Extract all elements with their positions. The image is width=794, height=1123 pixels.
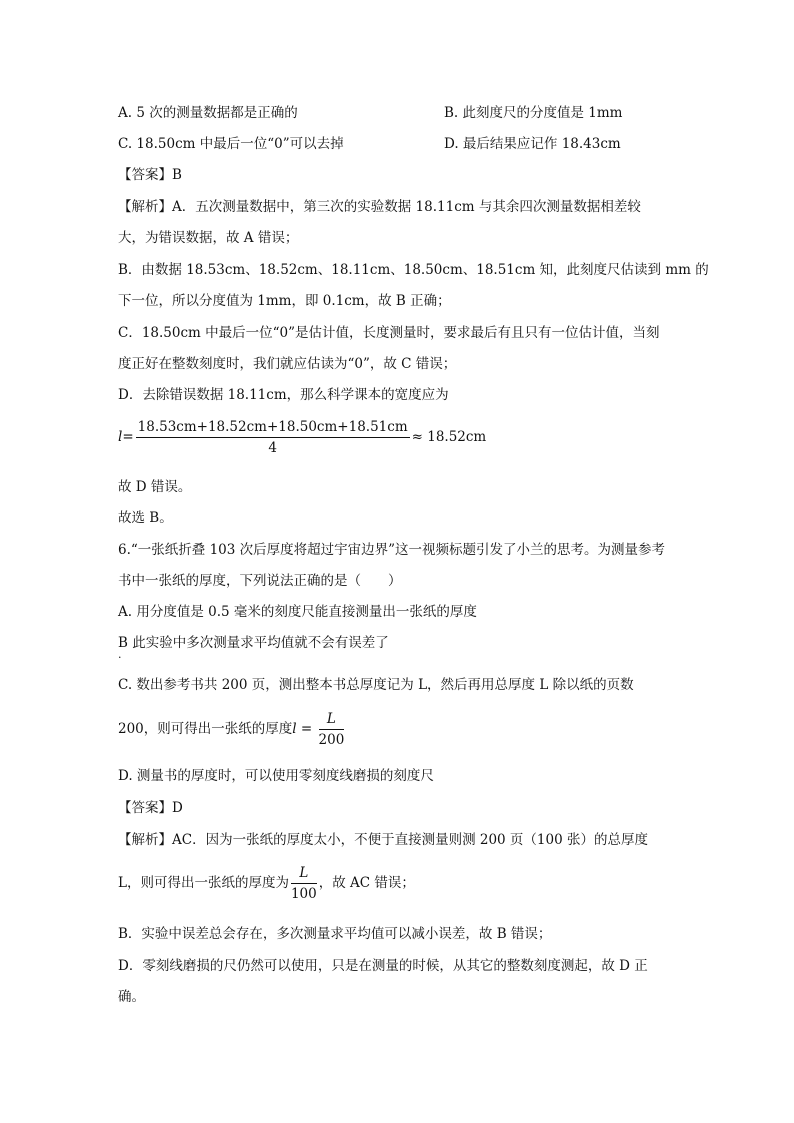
eq-equals: = [122,429,134,445]
q5-option-b: B. 此刻度尺的分度值是 1mm [444,105,623,121]
q5-analysis-c-line1: C．18.50cm 中最后一位“0”是估计值，长度测量时，要求最后有且只有一位估计值，当刻 [118,325,660,341]
q6-analysis-ac-line1: 【解析】AC．因为一张纸的厚度太小，不便于直接测量则测 200 页（100 张）的总厚度 [118,832,648,848]
q6-analysis-b: B．实验中误差总会存在，多次测量求平均值可以减小误差，故 B 错误； [118,926,552,942]
eq-denominator: 4 [268,440,277,456]
q6-option-a: A. 用分度值是 0.5 毫米的刻度尺能直接测量出一张纸的厚度 [118,604,477,620]
q5-analysis-c-line2: 度正好在整数刻度时，我们就应估读为“0”，故 C 错误； [118,356,457,372]
eq-numerator: 18.53cm+18.52cm+18.50cm+18.51cm [136,418,410,438]
q6-option-c-numerator: L [319,710,345,730]
q6-stem-line1: 6.“一张纸折叠 103 次后厚度将超过宇宙边界”这一视频标题引发了小兰的思考。为测量参考 [118,542,666,558]
q5-conclusion: 故选 B。 [118,510,173,526]
q6-analysis-ac-line2 [118,864,415,903]
q6-stem-line2: 书中一张纸的厚度，下列说法正确的是（ ） [118,573,402,589]
q6-option-b-dot: . [118,648,122,661]
eq-fraction [136,418,410,457]
q5-option-a: A. 5 次的测量数据都是正确的 [118,105,298,121]
q5-analysis-b-line1: B．由数据 18.53cm、18.52cm、18.11cm、18.50cm、18.51cm 知，此刻度尺估读到 mm 的 [118,262,709,278]
q6-analysis-ac-line2-text: L，则可得出一张纸的厚度为 [118,875,289,891]
q5-width-equation [118,418,486,457]
q6-option-c-var: l [292,721,297,737]
q6-option-c-line1: C. 数出参考书共 200 页，测出整本书总厚度记为 L，然后再用总厚度 L 除以纸的页数 [118,677,634,693]
q5-analysis-b-line2: 下一位，所以分度值为 1mm，即 0.1cm，故 B 正确； [118,293,451,309]
eq-rhs: ≈ 18.52cm [411,429,487,445]
q6-option-c-denominator: 200 [318,732,345,748]
q6-analysis-numerator: L [291,864,317,884]
q5-analysis-a-line2: 大，为错误数据，故 A 错误； [118,230,299,246]
q5-option-c: C. 18.50cm 中最后一位“0”可以去掉 [118,136,344,152]
q5-analysis-d-line3: 故 D 错误。 [118,479,192,495]
q6-analysis-ac-line2-tail: ，故 AC 错误； [318,875,415,891]
q6-option-c-equals: = [296,721,317,737]
q6-analysis-d-line2: 确。 [118,989,145,1005]
q6-analysis-denominator: 100 [290,886,317,902]
q6-option-d: D. 测量书的厚度时，可以使用零刻度线磨损的刻度尺 [118,768,434,784]
q6-answer: 【答案】D [118,800,183,816]
q6-option-c-line2-text: 200，则可得出一张纸的厚度 [118,721,293,737]
q6-option-c-fraction [319,710,345,749]
q6-analysis-fraction [291,864,317,903]
q5-analysis-a-line1: 【解析】A．五次测量数据中，第三次的实验数据 18.11cm 与其余四次测量数据相差较 [118,199,641,215]
q5-answer: 【答案】B [118,167,182,183]
q6-analysis-d-line1: D．零刻线磨损的尺仍然可以使用，只是在测量的时候，从其它的整数刻度测起，故 D 正 [118,958,648,974]
q5-analysis-d-line1: D．去除错误数据 18.11cm，那么科学课本的宽度应为 [118,387,449,403]
eq-lhs: l [118,429,123,445]
q6-option-c-line2 [118,710,346,749]
q5-option-d: D. 最后结果应记作 18.43cm [444,136,621,152]
q6-option-b: B 此实验中多次测量求平均值就不会有误差了 [118,635,389,651]
